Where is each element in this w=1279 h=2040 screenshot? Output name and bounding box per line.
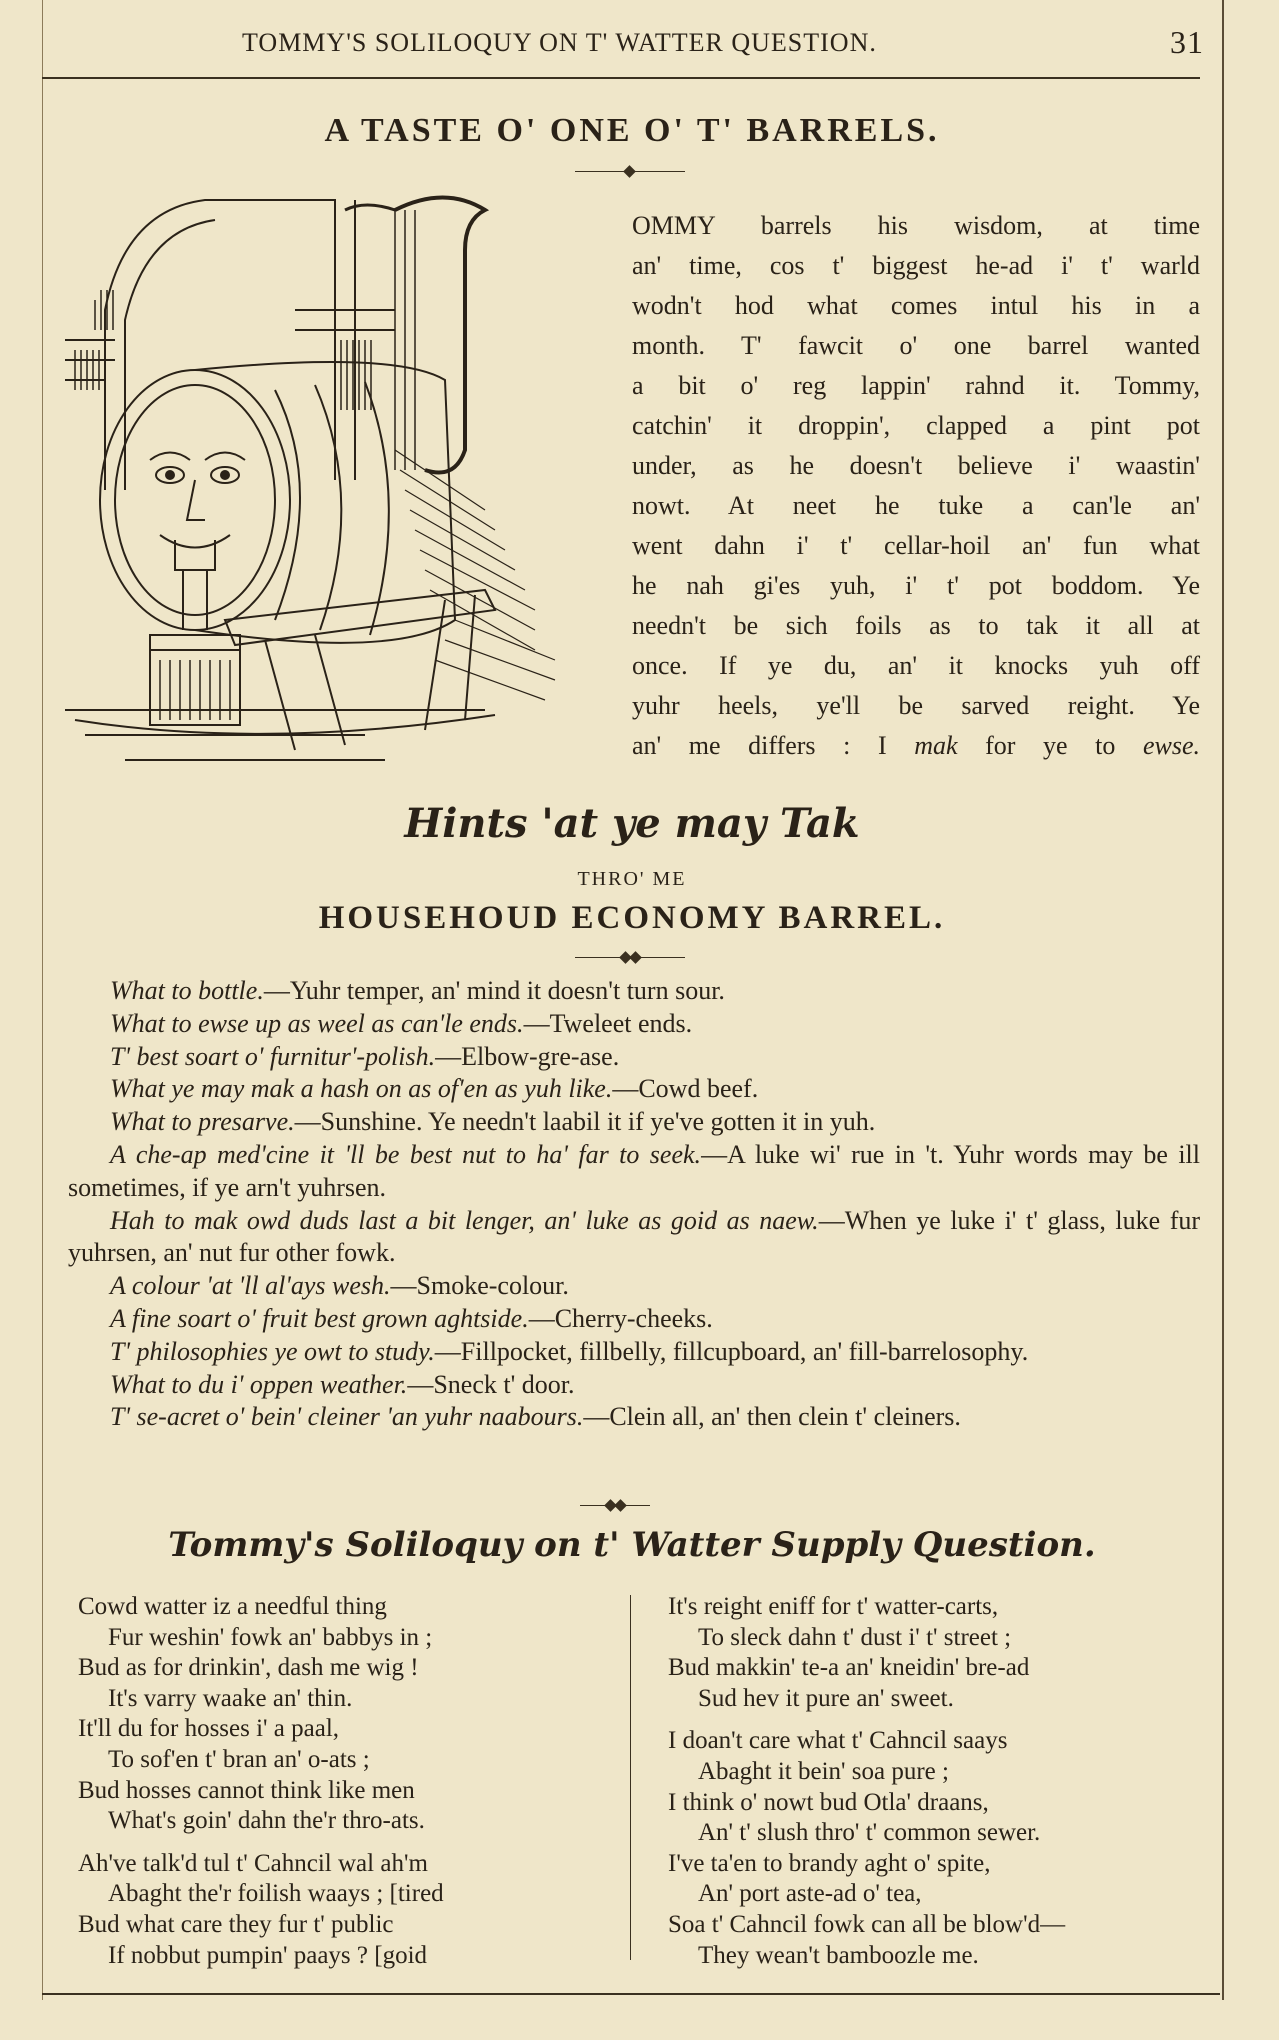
bottom-rule xyxy=(42,1993,1220,1995)
intro-line: nowt. At neet he tuke a can'le an' xyxy=(632,491,1200,520)
poem-stanza xyxy=(668,1592,1208,1714)
intro-text: an' me differs : I xyxy=(632,731,887,760)
intro-line: an' time, cos t' biggest he-ad i' t' warld xyxy=(632,251,1200,280)
tip-question: A fine soart o' fruit best grown aghtside. xyxy=(110,1303,529,1333)
poem-line: Soa t' Cahncil fowk can all be blow'd— xyxy=(668,1910,1066,1938)
poem-line: It's reight eniff for t' watter-carts, xyxy=(668,1593,999,1620)
poem-line: An' port aste-ad o' tea, xyxy=(698,1880,922,1908)
ornament-divider xyxy=(580,1500,650,1512)
running-header xyxy=(42,20,1222,70)
page-left-edge xyxy=(42,0,43,2000)
poem-stanza xyxy=(78,1592,618,1837)
poem-line: To sof'en t' bran an' o-ats ; xyxy=(108,1745,370,1773)
poem-line: If nobbut pumpin' paays ? [goid xyxy=(108,1941,428,1969)
tip-question: What to du i' oppen weather. xyxy=(110,1369,408,1399)
tip-answer: —Smoke-colour. xyxy=(390,1271,569,1301)
intro-paragraph xyxy=(632,206,1200,766)
tip-answer: —Sneck t' door. xyxy=(407,1369,575,1399)
tip-item xyxy=(68,1270,1200,1303)
intro-line: yuhr heels, ye'll be sarved reight. Ye xyxy=(632,691,1200,720)
poem-line: It's varry waake an' thin. xyxy=(108,1684,353,1712)
section-title-economy: HOUSEHOUD ECONOMY BARREL. xyxy=(318,900,946,936)
tip-item xyxy=(68,1369,1200,1402)
tip-item xyxy=(68,1205,1200,1271)
tip-item xyxy=(68,1008,1200,1041)
running-title: TOMMY'S SOLILOQUY ON T' WATTER QUESTION. xyxy=(242,28,877,57)
intro-line: a bit o' reg lappin' rahnd it. Tommy, xyxy=(632,371,1200,400)
section-title-taste: A TASTE O' ONE O' T' BARRELS. xyxy=(324,112,940,149)
intro-line: went dahn i' t' cellar-hoil an' fun what xyxy=(632,531,1200,560)
header-rule xyxy=(42,77,1200,79)
tip-answer: —Sunshine. Ye needn't laabil it if ye've gotten it in yuh. xyxy=(294,1107,876,1137)
intro-line: once. If ye du, an' it knocks yuh off xyxy=(632,651,1200,680)
tip-question: T' se-acret o' bein' cleiner 'an yuhr naabours. xyxy=(110,1402,584,1432)
poem-stanza xyxy=(78,1849,618,1971)
tip-answer: —A luke wi' rue in 't. Yuhr words may be ill sometimes, if ye arn't yuhrsen. xyxy=(68,1139,1200,1202)
tip-item xyxy=(68,1106,1200,1139)
ornament-divider xyxy=(575,952,685,964)
intro-line: he nah gi'es yuh, i' t' pot boddom. Ye xyxy=(632,571,1200,600)
barrel-with-face-icon xyxy=(65,190,625,770)
poem-line: Sud hev it pure an' sweet. xyxy=(698,1684,954,1712)
tip-answer: —Clein all, an' then clein t' cleiners. xyxy=(583,1402,961,1432)
intro-line: month. T' fawcit o' one barrel wanted xyxy=(632,331,1200,360)
intro-line: wodn't hod what comes intul his in a xyxy=(632,291,1200,320)
intro-line: catchin' it droppin', clapped a pint pot xyxy=(632,411,1200,440)
tip-question: What to presarve. xyxy=(110,1107,295,1137)
tip-answer: —Fillpocket, fillbelly, fillcupboard, an' fill-barrelosophy. xyxy=(434,1336,1029,1366)
tip-item xyxy=(68,1041,1200,1074)
tip-question: What to bottle. xyxy=(110,976,264,1005)
tip-item xyxy=(68,1401,1200,1434)
tip-item xyxy=(68,1336,1200,1369)
tip-question: A colour 'at 'll al'ays wesh. xyxy=(110,1271,391,1301)
poem-line: Bud hosses cannot think like men xyxy=(78,1776,415,1804)
thro-me-subheading: THRO' ME xyxy=(577,868,687,890)
tips-list xyxy=(68,975,1200,1434)
tip-answer: —Cherry-cheeks. xyxy=(528,1303,713,1333)
poem-stanza xyxy=(668,1726,1208,1971)
tip-question: Hah to mak owd duds last a bit lenger, an' luke as goid as naew. xyxy=(110,1205,819,1235)
tip-item xyxy=(68,1073,1200,1106)
column-divider xyxy=(630,1595,631,1960)
poem-line: I've ta'en to brandy aght o' spite, xyxy=(668,1849,991,1877)
poem-line: I doan't care what t' Cahncil saays xyxy=(668,1727,1008,1755)
intro-last-line xyxy=(632,726,1200,766)
tip-answer: —Yuhr temper, an' mind it doesn't turn sour. xyxy=(263,976,725,1005)
poem-line: Ah've talk'd tul t' Cahncil wal ah'm xyxy=(78,1849,428,1877)
page-number: 31 xyxy=(1170,24,1204,60)
poem-line: An' t' slush thro' t' common sewer. xyxy=(698,1819,1041,1847)
poem-right-column xyxy=(668,1592,1208,1983)
tip-item xyxy=(68,975,1200,1008)
poem-line: Bud makkin' te-a an' kneidin' bre-ad xyxy=(668,1654,1030,1682)
tip-answer: —Elbow-gre-ase. xyxy=(435,1041,620,1071)
tip-question: What to ewse up as weel as can'le ends. xyxy=(110,1008,524,1038)
tip-question: T' best soart o' furnitur'-polish. xyxy=(110,1041,436,1071)
poem-line: They wean't bamboozle me. xyxy=(698,1941,979,1969)
poem-line: Cowd watter iz a needful thing xyxy=(78,1593,387,1620)
intro-italic: ewse. xyxy=(1142,731,1200,760)
intro-line: OMMY barrels his wisdom, at time xyxy=(632,211,1200,240)
poem-line: I think o' nowt bud Otla' draans, xyxy=(668,1788,989,1816)
ornament-divider xyxy=(575,166,685,178)
tip-answer: —Tweleet ends. xyxy=(523,1008,693,1038)
poem-line: To sleck dahn t' dust i' t' street ; xyxy=(698,1623,1012,1651)
poem-line: Abaght the'r foilish waays ; [tired xyxy=(108,1880,444,1908)
intro-text: for ye to xyxy=(957,731,1143,760)
intro-line: needn't be sich foils as to tak it all at xyxy=(632,611,1200,640)
tip-question: What ye may mak a hash on as of'en as yuh like. xyxy=(110,1074,613,1104)
tip-item xyxy=(68,1139,1200,1205)
intro-italic: mak xyxy=(914,731,958,760)
poem-line: What's goin' dahn the'r thro-ats. xyxy=(108,1807,425,1835)
tip-answer: —Cowd beef. xyxy=(612,1074,759,1104)
tip-answer: —When ye luke i' t' glass, luke fur yuhrsen, an' nut fur other fowk. xyxy=(68,1205,1201,1268)
intro-line: under, as he doesn't believe i' waastin' xyxy=(632,451,1200,480)
soliloquy-heading: Tommy's Soliloquy on t' Watter Supply Question. xyxy=(168,1525,1096,1565)
poem-line: Bud what care they fur t' public xyxy=(78,1910,394,1938)
poem-line: It'll du for hosses i' a paal, xyxy=(78,1715,340,1743)
poem-line: Fur weshin' fowk an' babbys in ; xyxy=(108,1623,433,1651)
hints-heading: Hints 'at ye may Tak xyxy=(404,800,860,847)
poem-line: Bud as for drinkin', dash me wig ! xyxy=(78,1654,419,1682)
tip-question: A che-ap med'cine it 'll be best nut to ha' far to seek. xyxy=(110,1139,702,1169)
poem-line: Abaght it bein' soa pure ; xyxy=(698,1757,949,1785)
poem-left-column xyxy=(78,1592,618,1983)
tip-question: T' philosophies ye owt to study. xyxy=(110,1336,435,1366)
tip-item xyxy=(68,1303,1200,1336)
